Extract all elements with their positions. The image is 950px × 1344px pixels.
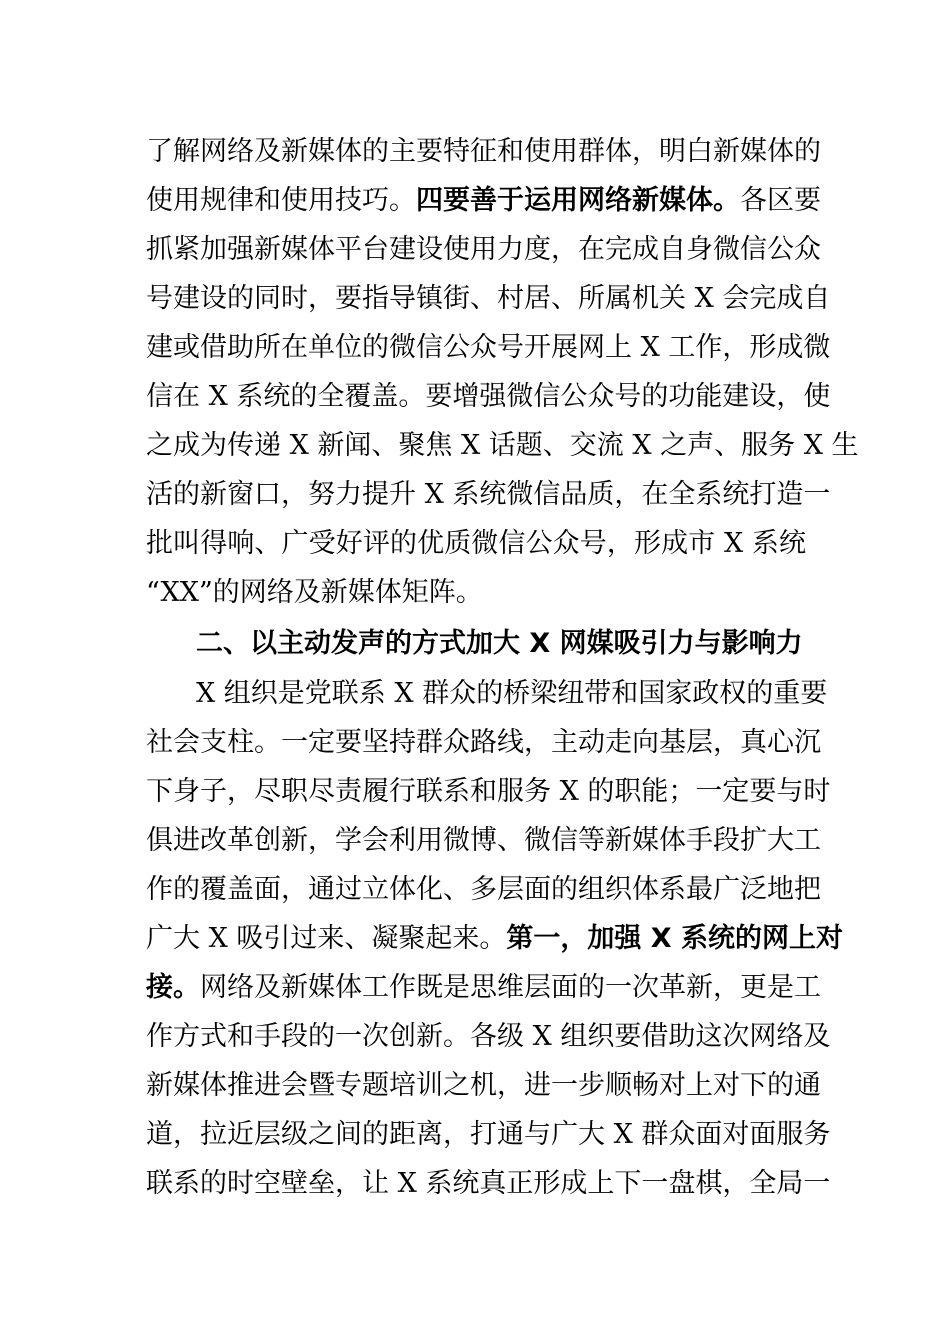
emphasis-text: 四要善于运用网络新媒体。	[416, 185, 740, 216]
body-text: 广大 X 吸引过来、凝聚起来。	[146, 923, 507, 954]
body-line-1: 了解网络及新媒体的主要特征和使用群体，明白新媒体的	[146, 136, 821, 167]
body-line-19: 新媒体推进会暨专题培训之机，进一步顺畅对上对下的通	[146, 1070, 821, 1101]
body-line-18: 作方式和手段的一次创新。各级 X 组织要借助这次网络及	[146, 1021, 831, 1052]
body-line-8: 活的新窗口，努力提升 X 系统微信品质，在全系统打造一	[146, 479, 831, 510]
body-line-13: 下身子，尽职尽责履行联系和服务 X 的职能；一定要与时	[146, 776, 831, 807]
body-line-14: 俱进改革创新，学会利用微博、微信等新媒体手段扩大工	[146, 825, 821, 856]
body-line-11: X 组织是党联系 X 群众的桥梁纽带和国家政权的重要	[196, 678, 828, 709]
body-line-17	[146, 968, 821, 1008]
body-line-10: “XX”的网络及新媒体矩阵。	[146, 577, 483, 608]
body-line-9: 批叫得响、广受好评的优质微信公众号，形成市 X 系统	[146, 528, 806, 559]
body-line-5: 建或借助所在单位的微信公众号开展网上 X 工作，形成微	[146, 332, 831, 363]
body-line-3: 抓紧加强新媒体平台建设使用力度，在完成自身微信公众	[146, 234, 821, 265]
body-line-15: 作的覆盖面，通过立体化、多层面的组织体系最广泛地把	[146, 874, 821, 905]
body-line-4: 号建设的同时，要指导镇街、村居、所属机关 X 会完成自	[146, 283, 831, 314]
body-line-7: 之成为传递 X 新闻、聚焦 X 话题、交流 X 之声、服务 X 生	[146, 430, 859, 461]
body-line-16	[146, 919, 844, 959]
body-line-21: 联系的时空壁垒，让 X 系统真正形成上下一盘棋，全局一	[146, 1168, 831, 1199]
body-line-20: 道，拉近层级之间的距离，打通与广大 X 群众面对面服务	[146, 1119, 831, 1150]
body-line-6: 信在 X 系统的全覆盖。要增强微信公众号的功能建设，使	[146, 381, 831, 412]
body-text: 网络及新媒体工作既是思维层面的一次革新，更是工	[200, 972, 821, 1003]
emphasis-text: 接。	[146, 972, 200, 1003]
body-line-2	[146, 181, 821, 221]
section-heading: 二、以主动发声的方式加大 X 网媒吸引力与影响力	[196, 628, 803, 659]
body-text: 各区要	[740, 185, 821, 216]
body-line-12: 社会支柱。一定要坚持群众路线，主动走向基层，真心沉	[146, 727, 821, 758]
emphasis-text: 第一，加强 X 系统的网上对	[506, 923, 844, 954]
body-text: 使用规律和使用技巧。	[146, 185, 416, 216]
